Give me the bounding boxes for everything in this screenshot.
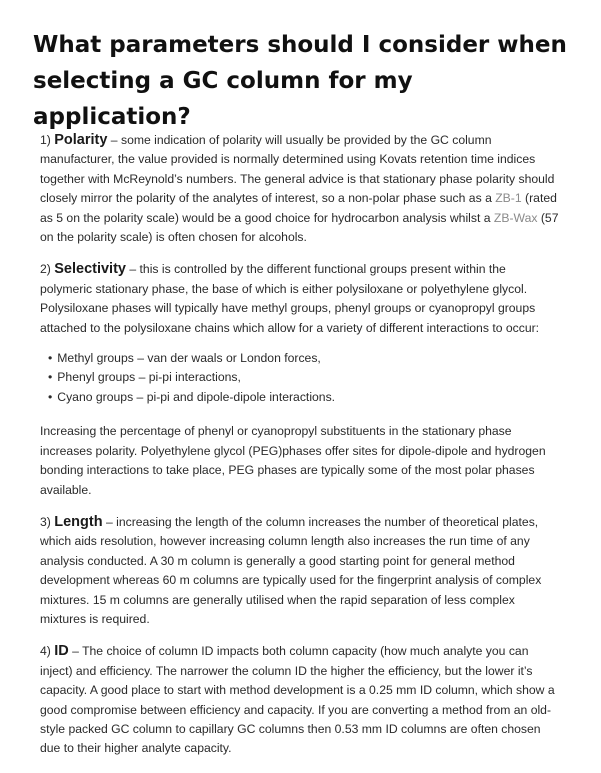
section-text: – some indication of polarity will usually be provided by the GC column manufacturer, the value provided is normally determined using Kovats retention time indices together with McReynold’s numbers. The general advice is that stationary phase polarity should closely mirror the polarity of the analytes of interest, so a non-polar phase such as a	[40, 133, 555, 206]
section-number: 2)	[40, 262, 51, 277]
section-text: – The choice of column ID impacts both column capacity (how much analyte you can inject) and efficiency. The narrower the column ID the higher the efficiency, but the lower it’s capacity. A good place to start with method development is a 0.25 mm ID column, which show a good compromise between efficiency and capacity. If you are converting a method from an old-style packed GC column to capillary GC columns then 0.53 mm ID columns are often chosen due to their higher analyte capacity.	[40, 644, 555, 756]
interaction-list	[48, 349, 560, 407]
section-selectivity	[40, 260, 560, 338]
section-number: 4)	[40, 644, 51, 659]
section-heading-id: ID	[54, 643, 69, 660]
section-text: – increasing the length of the column increases the number of theoretical plates, which aids resolution, however increasing column length also increases the run time of any analysis conducted. A 30 m column is generally a good starting point for general method development whereas 60 m columns are typically used for the fingerprint analysis of complex mixtures. 15 m columns are generally utilised when the rapid separation of less complex mixtures is required.	[40, 514, 542, 626]
list-item: • Methyl groups – van der waals or London forces,	[48, 349, 560, 368]
section-text: (rated as 5 on the polarity scale) would be a good choice for hydrocarbon analysis whilst a	[40, 191, 557, 225]
section-id	[40, 642, 560, 758]
section-length	[40, 513, 560, 629]
product-link-zb1[interactable]: ZB-1	[495, 191, 522, 206]
article-body	[40, 131, 560, 772]
section-number: 3)	[40, 514, 51, 529]
product-link-zbwax[interactable]: ZB-Wax	[493, 210, 538, 225]
list-item: • Phenyl groups – pi-pi interactions,	[48, 368, 560, 387]
section-number: 1)	[40, 133, 51, 147]
page-title: What parameters should I consider when selecting a GC column for my application?	[33, 32, 567, 130]
section-text: (57 on the polarity scale) is often chosen for alcohols.	[40, 210, 559, 245]
list-item: • Cyano groups – pi-pi and dipole-dipole interactions.	[48, 388, 560, 407]
section-heading-polarity: Polarity	[54, 132, 108, 148]
section-text: – this is controlled by the different functional groups present within the polymeric stationary phase, the base of which is either polysiloxane or polyethylene glycol. Polysiloxane phases will typically have methyl groups, phenyl groups or cyanopropyl groups attached to the polysiloxane chains which allow for a variety of different interactions to occur:	[40, 262, 540, 335]
section-polarity	[40, 131, 560, 247]
section-heading-selectivity: Selectivity	[54, 261, 126, 278]
selectivity-followup: Increasing the percentage of phenyl or cyanopropyl substituents in the stationary phase increases polarity. Polyethylene glycol (PEG)phases offer sites for dipole-dipole and hydrogen bonding interactions to take place, PEG phases are typically some of the most polar phases available.	[40, 424, 546, 497]
section-heading-length: Length	[54, 513, 103, 530]
